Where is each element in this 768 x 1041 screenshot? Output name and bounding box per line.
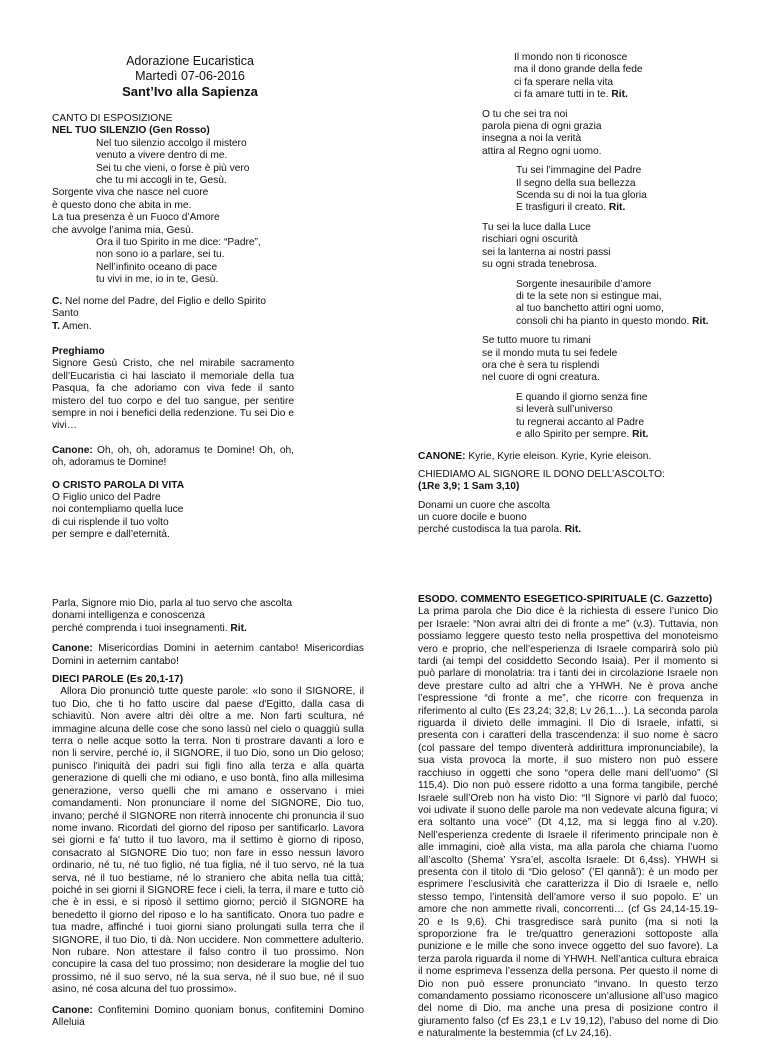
verse-line: è questo dono che abita in me. xyxy=(52,199,192,211)
chiediamo-title: CHIEDIAMO AL SIGNORE IL DONO DELL’ASCOLTO: xyxy=(418,468,665,480)
verse-line: che tu mi accogli in te, Gesù. xyxy=(96,175,227,187)
bottom-right-column xyxy=(418,594,718,1041)
verse-line: ora che è sera tu risplendi xyxy=(482,359,600,371)
verse-line: O tu che sei tra noi xyxy=(482,108,568,120)
stanza-6 xyxy=(418,335,718,385)
dieci-parole-text: Allora Dio pronunciò tutte queste parole: «Io sono il SIGNORE, il tuo Dio, che ti ho fatto uscire dal paese d'Egitto, dalla casa di schiavitù. Non avere altri dèi oltre a me. Non farti scultura, né immagine alcuna delle cose che sono lassù nel cielo o quaggiù sulla terra o nelle acque sotto la terra. Non ti prostrare davanti a loro e non li servire, perché io, il SIGNORE, il tuo Dio, sono un Dio geloso; punisco l'iniquità dei padri sui figli fino alla terza e alla quarta generazione di quelli che mi odiano, e uso bontà, fino alla millesima generazione, verso quelli che mi amano e osservano i miei comandamenti. Non pronunciare il nome del SIGNORE, Dio tuo, invano; perché il SIGNORE non riterrà innocente chi pronuncia il suo nome invano. Ricordati del giorno del riposo per santificarlo. Lavora sei giorni e fa' tutto il tuo lavoro, ma il settimo è giorno di riposo, consacrato al SIGNORE Dio tuo; non fare in esso nessun lavoro ordinario, né tu, né tuo figlio, né tua figlia, né il tuo servo, né la tua serva, né il tuo bestiame, né lo straniero che abita nella tua città; poiché in sei giorni il SIGNORE fece i cieli, la terra, il mare e tutto ciò che è in essi, e si riposò il settimo giorno; perciò il SIGNORE ha benedetto il giorno del riposo e lo ha santificato. Onora tuo padre e tua madre, affinché i tuoi giorni siano prolungati sulla terra che il SIGNORE, il tuo Dio, ti dà. Non uccidere. Non commettere adulterio. Non rubare. Non attestare il falso contro il tuo prossimo. Non concupire la casa del tuo prossimo; non desiderare la moglie del tuo prossimo, né il suo servo, né la sua serva, né il suo bue, né il suo asino, né cosa alcuna del tuo prossimo». xyxy=(52,686,367,996)
document-heading xyxy=(74,54,306,99)
verse-line: Tu sei l’immagine del Padre xyxy=(516,165,642,177)
verse-line: donami intelligenza e conoscenza xyxy=(52,610,205,622)
verse-line: La tua presenza è un Fuoco d’Amore xyxy=(52,212,220,224)
verse-3 xyxy=(52,237,294,287)
verse-line: E quando il giorno senza fine xyxy=(516,391,648,403)
verse-line: Sorgente inesauribile d’amore xyxy=(516,278,652,290)
heading-line-3: Sant’Ivo alla Sapienza xyxy=(122,84,258,99)
verse-line: Se tutto muore tu rimani xyxy=(482,335,591,347)
verse-line: si leverà sull’universo xyxy=(516,404,613,416)
top-left-column xyxy=(52,54,294,542)
verse-line: che avvolge l’anima mia, Gesù. xyxy=(52,224,194,236)
canto-label: CANTO DI ESPOSIZIONE xyxy=(52,113,173,124)
verse-line: di te la sete non si estingue mai, xyxy=(516,290,662,302)
top-right-column xyxy=(418,52,718,537)
verse-line: ci fa amare tutti in te. Rit. xyxy=(514,89,628,101)
commento-title: ESODO. COMMENTO ESEGETICO-SPIRITUALE (C. Gazzetto) xyxy=(418,594,713,605)
verse-line: se il mondo muta tu sei fedele xyxy=(482,347,618,359)
verse-line: Parla, Signore mio Dio, parla al tuo servo che ascolta xyxy=(52,598,293,609)
rit-label: Rit. xyxy=(611,89,628,101)
verse-line: venuto a vivere dentro di me. xyxy=(96,150,228,162)
stanza-5 xyxy=(418,279,718,329)
verse-line: insegna a noi la verità xyxy=(482,133,582,145)
stanza-3 xyxy=(418,165,718,215)
verse-line: perché comprenda i tuoi insegnamenti. Rit. xyxy=(52,622,247,634)
verse-line: consoli chi ha pianto in questo mondo. Rit. xyxy=(516,315,709,327)
heading-line-2: Martedì 07-06-2016 xyxy=(135,69,245,83)
verse-line: nel cuore di ogni creatura. xyxy=(482,372,600,384)
verse-line: Ora il tuo Spirito in me dice: “Padre”, xyxy=(96,237,261,249)
canone-adoramus: Canone: Oh, oh, oh, adoramus te Domine! Oh, oh, oh, adoramus te Domine! xyxy=(52,444,294,469)
verse-line: perché custodisca la tua parola. Rit. xyxy=(418,524,582,536)
ocristo-verse xyxy=(52,492,294,542)
canone-confitemini: Canone: Confitemini Domino quoniam bonus, confitemini Domino Alleluia xyxy=(52,1004,364,1028)
stanza-4 xyxy=(418,222,718,272)
verse-line: Il mondo non ti riconosce xyxy=(514,52,628,63)
verse-line: Sei tu che vieni, o forse è più vero xyxy=(96,162,250,174)
verse-line: rischiari ogni oscurità xyxy=(482,234,578,246)
celebrant-line: C. Nel nome del Padre, del Figlio e dello Spirito Santo xyxy=(52,295,267,320)
verse-line: Donami un cuore che ascolta xyxy=(418,499,550,511)
commento-text: La prima parola che Dio dice è la richiesta di essere l’unico Dio per Israele: “Non avrai altri dei di fronte a me” (v.3). Tuttavia, non possiamo leggere questo testo nella prospettiva del monoteismo vero e proprio, che nell’esperienza di Israele comparirà solo più tardi (ai tempi del cosiddetto Secondo Isaia). Per il momento si può parlare di monolatria: tra i tanti dei in circolazione Israele non deve prestare culto ad altri che a YHWH. Ne è prova anche l’espressione “di fronte a me”, che ricorre con frequenza in riferimento al culto (Es 23,24; 32,8; Lv 26,1…). La seconda parola riguarda il divieto delle immagini. Il Dio di Israele, infatti, si presenta con i caratteri della trascendenza: il suo nome è sacro (col passare del tempo diventerà addirittura impronunciabile), la sua vista provoca la morte, il suo mistero non può essere racchiuso in oggetti che sono “opera delle mani dell’uomo” (Sl 115,4). Dio non può essere ridotto a una forma tangibile, perché Israele sull’Oreb non ha visto Dio: “Il Signore vi parlò dal fuoco; voi udivate il suono delle parole ma non vedevate alcuna figura; vi era soltanto una voce” (Dt 4,12, ma si legga fino al v.20). Nell’esperienza credente di Israele il riferimento principale non è alle immagini, cioè alla vista, ma alla parola che chiama l’uomo all’ascolto (Shema’ Ysra’el, ascolta Israele: Dt 6,4ss). YHWH si presenta con il titolo di “Dio geloso” (’El qannâ’): è un modo per esprimere l’esclusività che caratterizza il Dio di Israele e, nello stesso tempo, l’intensità dell’amore verso il suo popolo. E’ un amore che non ammette rivali, concorrenti… (cf Gs 24,14-15.19-20 e Is 9,6). Chi trasgredisce sarà punito (ma si noti la sproporzione fra le tre/quattro generazioni sottoposte alla punizione e le mille che sono invece oggetto del suo favore). La terza parola riguarda il nome di YHWH. Nell’antica cultura ebraica il nome esprimeva l’essenza della persona. Per questo il nome di Dio non può essere pronunciato “invano. In questo terzo comandamento possiamo riconoscere un’allusione all’uso magico del nome di Dio, ma anche una presa di posizione contro il giuramento falso (cf Es 23,1 e Lv 19,12), l’abuso del nome di Dio e naturalmente la bestemmia (cf Lv 24,16). xyxy=(418,606,718,1040)
stanza-2 xyxy=(418,109,718,159)
verse-line: O Figlio unico del Padre xyxy=(52,491,161,503)
rit-label: Rit. xyxy=(692,315,709,327)
canto-title: NEL TUO SILENZIO (Gen Rosso) xyxy=(52,125,210,137)
ocristo-title: O CRISTO PAROLA DI VITA xyxy=(52,479,185,491)
verse-line: e allo Spirito per sempre. Rit. xyxy=(516,428,649,440)
dieci-parole-title: DIECI PAROLE (Es 20,1-17) xyxy=(52,674,184,686)
people-line: T. Amen. xyxy=(52,320,92,332)
verse-line: Sorgente viva che nasce nel cuore xyxy=(52,187,209,199)
verse-line: tu vivi in me, io in te, Gesù. xyxy=(96,274,219,286)
verse-line: Scenda su di noi la tua gloria xyxy=(516,190,647,202)
verse-line: ci fa sperare nella vita xyxy=(514,76,614,88)
bottom-left-column xyxy=(52,598,367,1029)
verse-line: sei la lanterna ai nostri passi xyxy=(482,246,611,258)
verse-line: Nel tuo silenzio accolgo il mistero xyxy=(96,137,247,149)
verse-line: Tu sei la luce dalla Luce xyxy=(482,221,591,233)
verse-line: noi contempliamo quella luce xyxy=(52,504,184,516)
verse-line: al tuo banchetto attiri ogni uomo, xyxy=(516,303,664,315)
verse-line: parola piena di ogni grazia xyxy=(482,121,602,133)
verse-line: di cui risplende il tuo volto xyxy=(52,516,169,528)
verse-line: per sempre e dall’eternità. xyxy=(52,529,170,541)
stanza-1 xyxy=(418,52,718,102)
verse-line: non sono io a parlare, sei tu. xyxy=(96,249,225,261)
heading-line-1: Adorazione Eucaristica xyxy=(126,54,254,68)
verse-line: attira al Regno ogni uomo. xyxy=(482,145,602,157)
verse-line: E trasfiguri il creato. Rit. xyxy=(516,202,626,214)
rit-label: Rit. xyxy=(230,622,247,634)
verse-line: Nell’infinito oceano di pace xyxy=(96,261,218,273)
verse-line: su ogni strada tenebrosa. xyxy=(482,259,597,271)
verse-line: tu regnerai accanto al Padre xyxy=(516,416,644,428)
chiediamo-ref: (1Re 3,9; 1 Sam 3,10) xyxy=(418,481,520,493)
rit-label: Rit. xyxy=(564,524,582,536)
stanza-7 xyxy=(418,392,718,442)
verse-1 xyxy=(52,138,294,188)
preghiamo-text: Signore Gesù Cristo, che nel mirabile sacramento dell’Eucaristia ci hai lasciato il memoriale della tua Pasqua, fa che adoriamo con viva fede il santo mistero del tuo corpo e del tuo sangue, per sentire sempre in noi i benefici della redenzione. Tu sei Dio e vivi… xyxy=(52,358,294,432)
parla-verse xyxy=(52,598,364,635)
verse-2 xyxy=(52,187,294,237)
rit-label: Rit. xyxy=(632,428,649,440)
rit-label: Rit. xyxy=(608,202,626,214)
donami-verse xyxy=(418,500,718,537)
canone-misericordias: Canone: Misericordias Domini in aeternim cantabo! Misericordias Domini in aeternim cantabo! xyxy=(52,643,364,667)
verse-line: Il segno della sua bellezza xyxy=(516,177,636,189)
preghiamo-title: Preghiamo xyxy=(52,345,105,357)
canone-kyrie: CANONE: Kyrie, Kyrie eleison. Kyrie, Kyrie eleison. xyxy=(418,451,652,463)
verse-line: ma il dono grande della fede xyxy=(514,64,643,76)
verse-line: un cuore docile e buono xyxy=(418,512,527,523)
